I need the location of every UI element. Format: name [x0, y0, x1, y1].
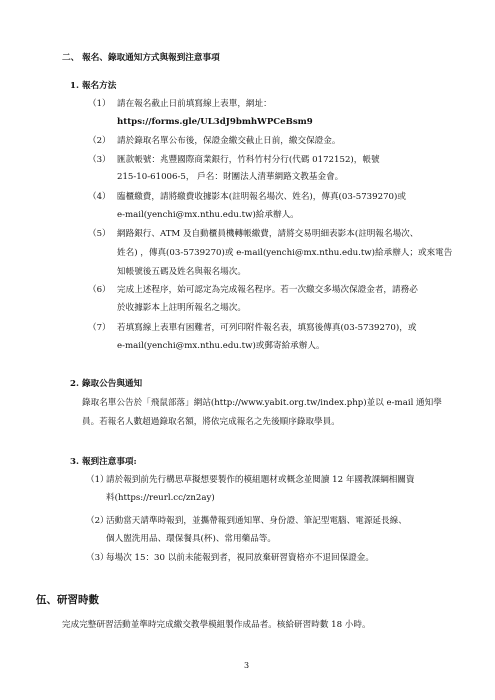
step-2-line-1: 請於錄取名單公布後，保證金繳交截止日前，繳交保證金。	[117, 136, 341, 146]
step-6-num: （6）	[88, 285, 111, 295]
note-2-line-2: 個人盥洗用品、環保餐具(杯)、常用藥品等。	[106, 534, 276, 544]
step-1-num: （1）	[88, 99, 111, 109]
step-3-line-1: 匯款帳號：兆豐國際商業銀行，竹科竹村分行(代碼 0172152)，帳號	[117, 155, 380, 165]
section-2-heading: 二、 報名、錄取通知方式與報到注意事項	[62, 53, 220, 63]
note-3-line-1: 每場次 15：30 以前未能報到者，視同放棄研習資格亦不退回保證金。	[106, 553, 374, 563]
step-2-num: （2）	[88, 136, 111, 146]
sub2-line-1: 錄取名單公告於「飛鼠部落」網站(http://www.yabit.org.tw/index.php)並以 e-mail 通知學	[82, 398, 442, 408]
step-3-line-2: 215-10-61006-5， 戶名：財團法人清華網路文教基金會。	[117, 172, 344, 182]
step-6-line-2: 於收據影本上註明所報名之場次。	[117, 303, 246, 313]
section-5-text: 完成完整研習活動並準時完成繳交教學模組製作成品者。核給研習時數 18 小時。	[62, 620, 371, 630]
sub2-line-2: 員。若報名人數超過錄取名額，將依完成報名之先後順序錄取學員。	[82, 417, 340, 427]
page-number: 3	[244, 661, 250, 670]
sub2-title: 2. 錄取公告與通知	[70, 379, 143, 389]
note-3-num: （3）	[86, 553, 109, 563]
step-7-line-1: 若填寫線上表單有困難者，可列印附件報名表，填寫後傳真(03-5739270)，或	[117, 323, 417, 333]
sub1-title: 1. 報名方法	[70, 81, 117, 91]
step-1-line-1: 請在報名截止日前填寫線上表單，網址：	[117, 99, 272, 109]
step-4-num: （4）	[88, 192, 111, 202]
section-5-heading: 伍、研習時數	[36, 594, 99, 606]
step-5-line-1: 網路銀行、ATM 及自動櫃員機轉帳繳費，請將交易明細表影本(註明報名場次、	[117, 229, 419, 239]
step-6-line-1: 完成上述程序，始可認定為完成報名程序。若一次繳交多場次保證金者，請務必	[117, 285, 418, 295]
step-7-line-2: e-mail(yenchi@mx.nthu.edu.tw)或郵寄給承辦人。	[117, 341, 325, 351]
step-4-line-1: 臨櫃繳費，請將繳費收據影本(註明報名場次、姓名)，傳真(03-5739270)或	[117, 192, 406, 202]
step-5-line-3: 知帳號後五碼及姓名與報名場次。	[117, 267, 246, 277]
sub3-title: 3. 報到注意事項:	[70, 457, 137, 467]
step-5-num: （5）	[88, 229, 111, 239]
note-2-line-1: 活動當天請準時報到，並攜帶報到通知單、身份證、筆記型電腦、電源延長線、	[106, 516, 407, 526]
step-7-num: （7）	[88, 323, 111, 333]
step-5-line-2: 姓名) ，傳真(03-5739270)或 e-mail(yenchi@mx.nthu.edu.tw)給承辦人；或來電告	[117, 248, 453, 258]
form-url-link[interactable]: https://forms.gle/UL3dJ9bmhWPCeBsm9	[117, 117, 313, 127]
step-4-line-2: e-mail(yenchi@mx.nthu.edu.tw)給承辦人。	[117, 210, 299, 220]
note-2-num: （2）	[86, 516, 109, 526]
note-1-num: （1）	[86, 475, 109, 485]
note-1-line-2: 料(https://reurl.cc/zn2ay)	[106, 493, 215, 503]
step-3-num: （3）	[88, 155, 111, 165]
note-1-line-1: 請於報到前先行構思草擬想要製作的模組題材或概念並閱讀 12 年國教課綱相關資	[106, 475, 415, 485]
